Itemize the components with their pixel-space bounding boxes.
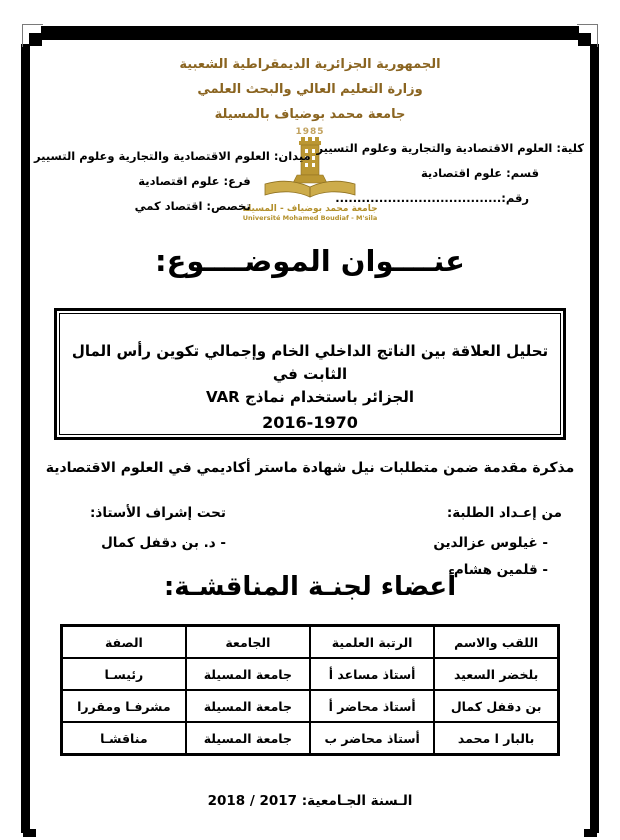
branch-line: فرع: علوم اقتصادية [138, 174, 251, 188]
page-border-hairline-tr [577, 24, 598, 47]
page-border-corner-step-bl [23, 829, 36, 837]
table-cell-rank: أستاذ مساعد أ [310, 658, 434, 690]
faculty-line: كلية: العلوم الاقتصادية والتجارية وعلوم التسيير [316, 141, 584, 155]
table-row [62, 658, 559, 690]
table-cell-rank: أستاذ محاضر ب [310, 722, 434, 755]
thesis-title-years: 2016-1970 [262, 413, 358, 432]
page-border-right [590, 44, 599, 833]
student-name: - غيلوس عزالدين [433, 535, 548, 551]
table-cell-role: مناقشـا [62, 722, 186, 755]
thesis-title-line1: تحليل العلاقة بين الناتج الداخلي الخام وإجمالي تكوين رأس المال الثابت في [71, 342, 549, 383]
ministry-line: وزارة التعليم العالي والبحث العلمي [197, 82, 423, 97]
table-header-name: اللقب والاسم [434, 626, 558, 659]
table-row [62, 722, 559, 755]
logo-university-name-arabic: جامعة محمد بوضياف - المسيلة [242, 204, 378, 214]
table-header-row [62, 626, 559, 659]
committee-heading: أعضاء لجنـة المناقشـة: [163, 572, 457, 602]
subject-heading: عنــــوان الموضــــوع: [155, 244, 465, 278]
page-border-left [21, 44, 30, 833]
prepared-heading: من إعـداد الطلبة: [446, 505, 562, 521]
faculty-info-block [317, 136, 584, 211]
specialty-line: تخصص: اقتصاد كمي [134, 199, 251, 213]
page-border-hairline-tl [22, 24, 43, 47]
table-header-university: الجامعة [186, 626, 310, 659]
table-cell-role: رئيسـا [62, 658, 186, 690]
thesis-title-line2: الجزائر باستخدام نماذج VAR [205, 388, 414, 406]
table-header-rank: الرتبة العلمية [310, 626, 434, 659]
university-line: جامعة محمد بوضياف بالمسيلة [214, 107, 406, 122]
table-cell-university: جامعة المسيلة [186, 690, 310, 722]
thesis-note-line: مذكرة مقدمة ضمن متطلبات نيل شهادة ماستر أكاديمي في العلوم الاقتصادية [45, 460, 575, 476]
logo-university-name-french: Université Mohamed Boudiaf - M'sila [242, 214, 378, 222]
field-info-block [34, 144, 311, 219]
student-name: - قلمين هشام [453, 562, 548, 578]
republic-line: الجمهورية الجزائرية الديمقراطية الشعبية [179, 57, 441, 72]
department-line: قسم: علوم اقتصادية [420, 166, 539, 180]
thesis-title-box [54, 308, 566, 440]
committee-table [60, 624, 560, 756]
table-cell-name: بالبار ا محمد [434, 722, 558, 755]
page-border-corner-step-br [584, 829, 597, 837]
supervisor-heading: تحت إشراف الأستاذ: [90, 505, 226, 521]
page-border-top [41, 26, 579, 40]
academic-year-line: الـسنة الجـامعية: 2017 / 2018 [207, 793, 413, 809]
field-line: ميدان: العلوم الاقتصادية والتجارية وعلوم التسيير [34, 149, 311, 163]
supervisor-name: - د. بن دقفل كمال [101, 535, 226, 551]
government-header [0, 52, 620, 127]
table-cell-name: بلخضر السعيد [434, 658, 558, 690]
supervisor-block [90, 504, 226, 557]
table-cell-university: جامعة المسيلة [186, 722, 310, 755]
table-cell-university: جامعة المسيلة [186, 658, 310, 690]
logo-founding-year: 1985 [295, 127, 325, 137]
table-cell-rank: أستاذ محاضر أ [310, 690, 434, 722]
table-row [62, 690, 559, 722]
table-header-role: الصفة [62, 626, 186, 659]
table-cell-name: بن دقفل كمال [434, 690, 558, 722]
thesis-title-box-inner [59, 313, 561, 435]
table-cell-role: مشرفـا ومقررا [62, 690, 186, 722]
number-line: رقم:...................................... [335, 191, 529, 205]
